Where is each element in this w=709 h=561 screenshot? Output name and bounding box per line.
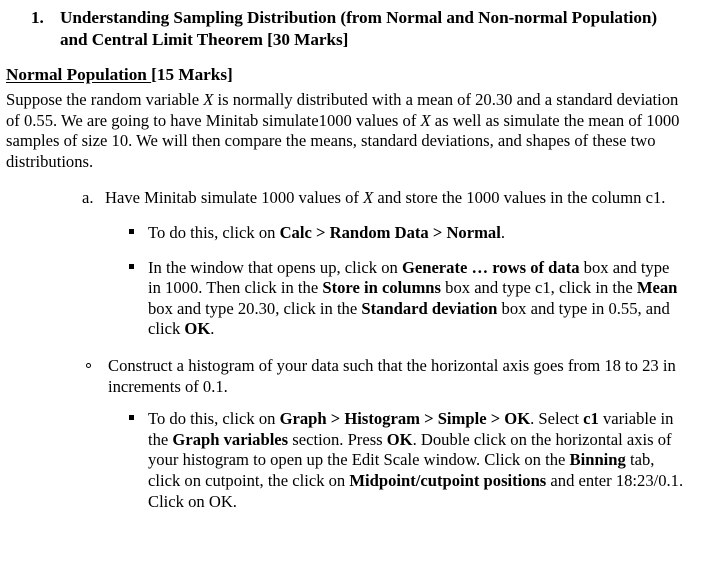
bullet2-segment-6: . (210, 319, 215, 339)
intro-segment-1: Suppose the random variable (6, 90, 204, 109)
bullet2-segment-3: box and type c1, click in the (441, 278, 637, 298)
bullet3-segment-1: To do this, click on (148, 409, 280, 429)
bullet3-segment-6: tab, click on cutpoint, the click on (148, 450, 655, 490)
bullet3-segment-4: section. Press (288, 429, 387, 449)
bullet2-bold-ok: OK (184, 319, 211, 339)
intro-segment-2: is normally distributed with a mean of 20.30 and a standard deviation of 0.55. We are going to have Minitab simulate1000 values of (6, 90, 679, 130)
sub-bullet-calc-random-data (0, 209, 709, 244)
sub-bullet-graph-histogram (0, 397, 709, 512)
question-heading (0, 0, 709, 50)
bullet3-segment-2: . Select (530, 409, 584, 429)
bullet1-bold-menu-path: Calc > Random Data > Normal (279, 222, 501, 242)
bullet3-bold-midpoint-cutpoint: Midpoint/cutpoint positions (349, 470, 547, 490)
section-heading (0, 50, 709, 85)
list-item-a-variable-x: X (363, 188, 374, 208)
square-bullet-icon (129, 229, 134, 234)
intro-variable-x-1: X (203, 90, 214, 109)
bullet3-bold-binning: Binning (569, 450, 626, 470)
question-number: 1. (31, 8, 44, 27)
bullet2-bold-generate-rows: Generate … rows of data (401, 257, 580, 277)
bullet3-bold-graph-variables: Graph variables (172, 429, 289, 449)
bullet1-segment-1: To do this, click on (148, 222, 280, 242)
square-bullet-icon (129, 415, 134, 420)
list-item-a-segment-1: Have Minitab simulate 1000 values of (105, 188, 364, 208)
bullet3-bold-ok: OK (386, 429, 413, 449)
bullet3-bold-c1: c1 (583, 409, 599, 429)
bullet2-segment-4: box and type 20.30, click in the (148, 298, 362, 318)
bullet3-segment-5: . Double click on the horizontal axis of your histogram to open up the Edit Scale window. Click on the (148, 429, 672, 470)
section-heading-marks: [15 Marks] (151, 65, 233, 84)
square-bullet-icon (129, 264, 134, 269)
list-item-a-marker: a. (82, 188, 94, 208)
bullet2-segment-5: box and type in 0.55, and click (148, 298, 670, 339)
bullet2-bold-standard-deviation: Standard deviation (361, 298, 498, 318)
circle1-text: Construct a histogram of your data such that the horizontal axis goes from 18 to 23 in increments of 0.1. (108, 355, 676, 396)
intro-variable-x-2: X (420, 110, 431, 130)
list-item-a (0, 172, 709, 209)
bullet3-bold-graph-path: Graph > Histogram > Simple > OK (279, 409, 531, 429)
intro-paragraph (0, 85, 709, 172)
question-title-line-2: and Central Limit Theorem [30 Marks] (60, 29, 349, 49)
bullet3-segment-3: variable in the (148, 409, 674, 449)
bullet2-bold-store-in-columns: Store in columns (322, 278, 441, 298)
sub-bullet-generate-rows (0, 244, 709, 340)
list-item-a-segment-2: and store the 1000 values in the column c1. (373, 188, 666, 208)
bullet2-bold-mean: Mean (636, 278, 678, 298)
bullet3-segment-7: and enter 18:23/0.1. Click on OK. (148, 470, 684, 511)
sub-bullet-construct-histogram (0, 340, 709, 397)
bullet2-segment-2: box and type in 1000. Then click in the (148, 257, 670, 298)
intro-segment-3: as well as simulate the mean of 1000 samples of size 10. We will then compare the means, standard deviations, and shapes of these two distributions. (6, 110, 680, 171)
circle-bullet-icon (86, 363, 91, 368)
section-heading-underlined-text: Normal Population (6, 65, 152, 84)
bullet2-segment-1: In the window that opens up, click on (148, 257, 402, 277)
question-title-line-1: Understanding Sampling Distribution (from Normal and Non-normal Population) (60, 8, 658, 27)
bullet1-segment-2: . (500, 222, 505, 242)
